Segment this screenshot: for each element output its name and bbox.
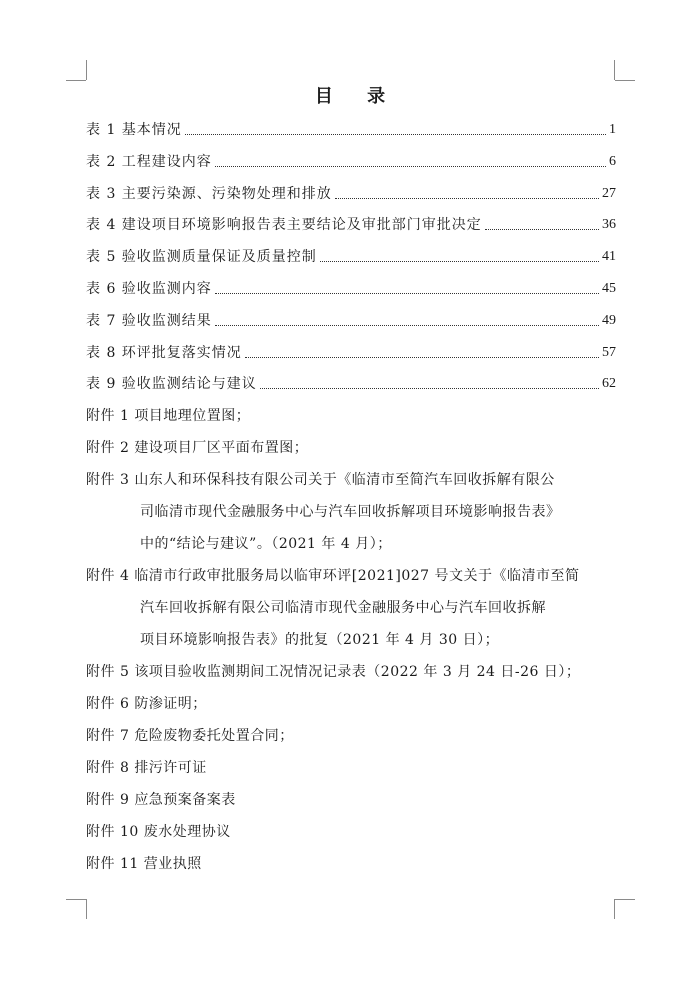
attachment-label: 附件 9 bbox=[86, 792, 135, 808]
toc-entry-label: 表 4 建设项目环境影响报告表主要结论及审批部门审批决定 bbox=[86, 217, 482, 233]
attachment-label: 附件 8 bbox=[86, 760, 135, 776]
toc-entry[interactable] bbox=[86, 247, 616, 267]
attachment-item bbox=[86, 694, 626, 714]
toc-entry-page: 1 bbox=[609, 122, 616, 137]
toc-entry[interactable] bbox=[86, 374, 616, 394]
toc-entry-label: 表 7 验收监测结果 bbox=[86, 313, 212, 329]
toc-entry-page: 45 bbox=[602, 281, 616, 296]
toc-entry[interactable] bbox=[86, 184, 616, 204]
toc-entry-page: 6 bbox=[609, 154, 616, 169]
attachment-text-continued: 司临清市现代金融服务中心与汽车回收拆解项目环境影响报告表》 bbox=[140, 504, 561, 520]
toc-entry[interactable] bbox=[86, 152, 616, 172]
toc-entry[interactable] bbox=[86, 120, 616, 140]
attachment-text: 营业执照 bbox=[143, 856, 202, 872]
toc-entry[interactable] bbox=[86, 215, 616, 235]
attachment-label: 附件 2 bbox=[86, 440, 135, 456]
attachment-label: 附件 3 bbox=[86, 472, 135, 488]
attachment-text: 该项目验收监测期间工况情况记录表（2022 年 3 月 24 日-26 日）； bbox=[134, 664, 581, 680]
toc-entry-label: 表 5 验收监测质量保证及质量控制 bbox=[86, 249, 317, 265]
toc-leader-dots bbox=[185, 134, 606, 135]
attachment-label: 附件 5 bbox=[86, 664, 135, 680]
crop-mark-top-right-h bbox=[615, 80, 635, 81]
attachment-item bbox=[86, 822, 626, 842]
toc-entry-page: 27 bbox=[602, 186, 616, 201]
attachment-label: 附件 10 bbox=[86, 824, 144, 840]
attachment-label: 附件 4 bbox=[86, 568, 135, 584]
attachment-item bbox=[86, 662, 626, 682]
toc-entry-page: 36 bbox=[602, 217, 616, 232]
toc-leader-dots bbox=[215, 293, 599, 294]
toc-entry-page: 57 bbox=[602, 345, 616, 360]
attachment-item bbox=[86, 438, 626, 458]
crop-mark-top-right bbox=[614, 60, 615, 80]
attachment-text-continued: 项目环境影响报告表》的批复（2021 年 4 月 30 日）； bbox=[140, 632, 500, 648]
attachment-label: 附件 6 bbox=[86, 696, 135, 712]
attachment-item bbox=[86, 854, 626, 874]
attachment-item bbox=[86, 470, 626, 490]
toc-leader-dots bbox=[215, 166, 606, 167]
toc-leader-dots bbox=[485, 229, 599, 230]
attachment-label: 附件 7 bbox=[86, 728, 135, 744]
toc-entry-label: 表 3 主要污染源、污染物处理和排放 bbox=[86, 186, 332, 202]
attachment-item bbox=[86, 406, 626, 426]
toc-leader-dots bbox=[215, 325, 599, 326]
toc-entry-page: 62 bbox=[602, 376, 616, 391]
toc-entry-label: 表 2 工程建设内容 bbox=[86, 154, 212, 170]
attachment-text: 废水处理协议 bbox=[143, 824, 231, 840]
crop-mark-bottom-left-h bbox=[66, 899, 86, 900]
toc-leader-dots bbox=[320, 261, 599, 262]
crop-mark-bottom-left bbox=[86, 899, 87, 919]
attachment-text: 危险废物委托处置合同； bbox=[134, 728, 294, 744]
crop-mark-bottom-right bbox=[614, 899, 615, 919]
toc-entry[interactable] bbox=[86, 343, 616, 363]
attachment-item bbox=[86, 566, 626, 586]
toc-leader-dots bbox=[245, 357, 599, 358]
crop-mark-bottom-right-h bbox=[615, 899, 635, 900]
crop-mark-top-left-h bbox=[66, 80, 86, 81]
attachment-text: 项目地理位置图； bbox=[134, 408, 251, 424]
toc-entry-label: 表 9 验收监测结论与建议 bbox=[86, 376, 257, 392]
attachment-text: 应急预案备案表 bbox=[134, 792, 236, 808]
attachment-item bbox=[86, 790, 626, 810]
attachment-item bbox=[86, 726, 626, 746]
toc-entry-label: 表 8 环评批复落实情况 bbox=[86, 345, 242, 361]
toc-entry[interactable] bbox=[86, 311, 616, 331]
toc-entry-label: 表 1 基本情况 bbox=[86, 122, 182, 138]
toc-leader-dots bbox=[335, 198, 599, 199]
toc-entry-label: 表 6 验收监测内容 bbox=[86, 281, 212, 297]
attachment-text: 防渗证明； bbox=[134, 696, 207, 712]
toc-entry-page: 41 bbox=[602, 249, 616, 264]
attachment-text: 临清市行政审批服务局以临审环评[2021]027 号文关于《临清市至简 bbox=[134, 568, 580, 584]
attachment-label: 附件 11 bbox=[86, 856, 144, 872]
crop-mark-top-left bbox=[86, 60, 87, 80]
attachment-item bbox=[86, 758, 626, 778]
attachment-label: 附件 1 bbox=[86, 408, 135, 424]
attachment-text: 山东人和环保科技有限公司关于《临清市至简汽车回收拆解有限公 bbox=[134, 472, 555, 488]
attachment-text: 建设项目厂区平面布置图； bbox=[134, 440, 309, 456]
attachment-text: 排污许可证 bbox=[134, 760, 207, 776]
attachment-text-continued: 汽车回收拆解有限公司临清市现代金融服务中心与汽车回收拆解 bbox=[140, 600, 546, 616]
toc-leader-dots bbox=[260, 388, 599, 389]
page-title: 目 录 bbox=[314, 86, 400, 107]
toc-entry-page: 49 bbox=[602, 313, 616, 328]
attachment-text-continued: 中的“结论与建议”。（2021 年 4 月）； bbox=[140, 536, 392, 552]
toc-entry[interactable] bbox=[86, 279, 616, 299]
